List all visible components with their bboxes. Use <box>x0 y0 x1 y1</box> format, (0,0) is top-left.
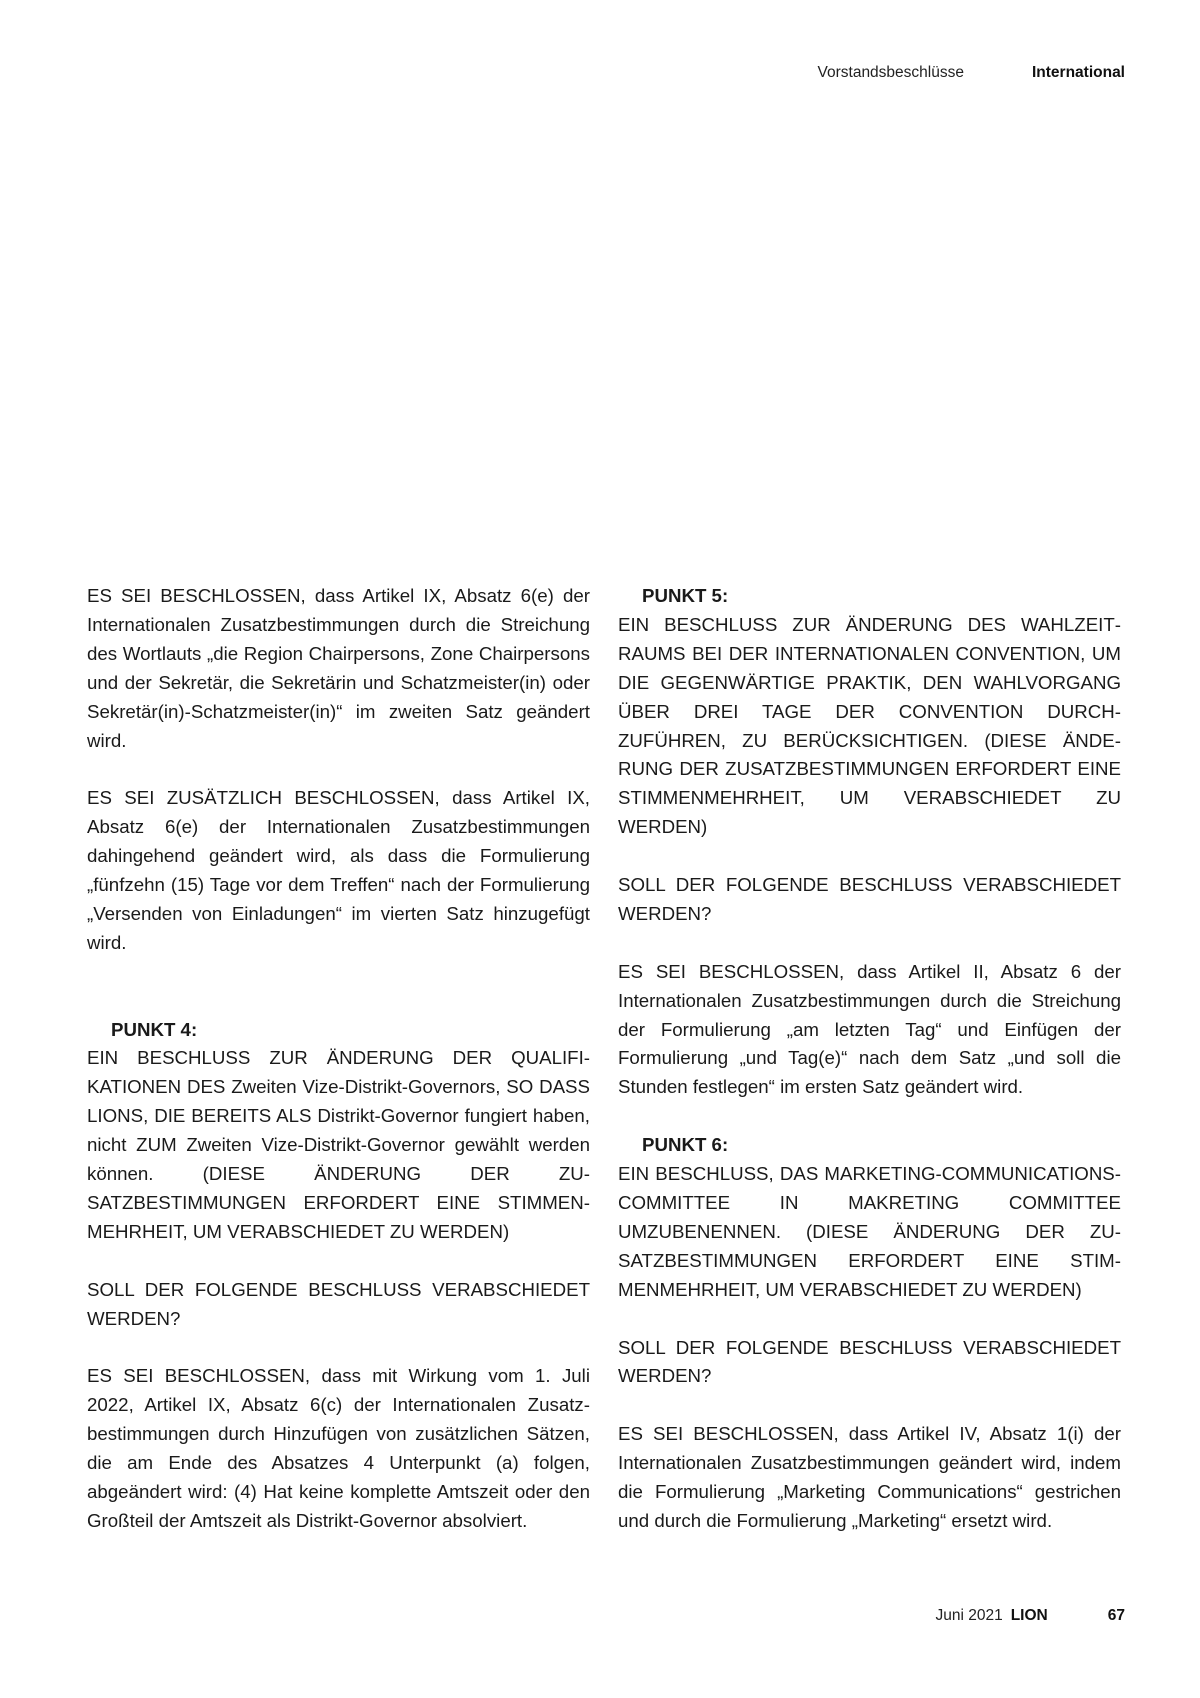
punkt-5-title: EIN BESCHLUSS ZUR ÄNDERUNG DES WAHLZEITRAUMS BEI DER INTERNATIONALEN CONVENTION, UM DIE GEGENWÄRTIGE PRAKTIK, DEN WAHLVORGANG ÜBER DREI TAGE DER CONVENTION DURCHZUFÜHREN, ZU BERÜCKSICHTIGEN. (DIESE ÄNDERUNG DER ZUSATZBESTIMMUNGEN ERFORDERT EINE STIMMENMEHRHEIT, UM VERABSCHIEDET ZU WERDEN) <box>618 613 1121 838</box>
magazine-name: LION <box>1010 1607 1048 1624</box>
punkt-6-question: SOLL DER FOLGENDE BESCHLUSS VERABSCHIEDET WERDEN? <box>618 1336 1121 1387</box>
punkt-5-question: SOLL DER FOLGENDE BESCHLUSS VERABSCHIEDET WERDEN? <box>618 874 1121 924</box>
spacer <box>87 987 590 1016</box>
right-column <box>618 582 1121 1565</box>
punkt-4-heading: PUNKT 4: <box>111 1018 198 1040</box>
resolution-paragraph: ES SEI BESCHLOSSEN, dass Artikel IX, Absatz 6(e) der Internationalen Zusatzbestimmungen durch die Streichung des Wortlauts „die Region Chairpersons, Zone Chairpersons und der Sekretär, die Sekretärin und Schatzmeister(in) oder Sekretär(in)-Schatzmeister(in)“ im zweiten Satz geändert wird. <box>87 585 590 751</box>
punkt-4-resolution: ES SEI BESCHLOSSEN, dass mit Wirkung vom 1. Juli 2022, Artikel IX, Absatz 6(c) der Internationalen Zusatzbestimmungen durch Hinzufügen von zusätzlichen Sätzen, die am Ende des Absatzes 4 Unterpunkt (a) folgen, abgeändert wird: (4) Hat keine komplette Amtszeit oder den Großteil der Amtszeit als Distrikt-Governor absolviert. <box>87 1365 590 1531</box>
running-head <box>818 64 1126 82</box>
left-column <box>87 582 590 1565</box>
punkt-6-resolution: ES SEI BESCHLOSSEN, dass Artikel IV, Absatz 1(i) der Internationalen Zusatzbestimmungen geändert wird, indem die Formulierung „Marketing Communications“ gestrichen und durch die Formulierung „Marketing“ ersetzt wird. <box>618 1423 1121 1531</box>
page-number: 67 <box>1107 1607 1125 1624</box>
category-label: International <box>1031 64 1125 81</box>
punkt-5-heading: PUNKT 5: <box>642 585 729 606</box>
issue-date: Juni 2021 <box>935 1607 1003 1624</box>
additional-resolution-paragraph: ES SEI ZUSÄTZLICH BESCHLOSSEN, dass Artikel IX, Absatz 6(e) der Internationalen Zusatzbestimmungen dahingehend geändert wird, als dass die Formulierung „fünfzehn (15) Tage vor dem Treffen“ nach der Formulierung „Versenden von Einladungen“ im vierten Satz hinzugefügt wird. <box>87 787 590 953</box>
section-label: Vorstandsbeschlüsse <box>817 64 964 81</box>
punkt-4-question: SOLL DER FOLGENDE BESCHLUSS VERABSCHIEDET WERDEN? <box>87 1278 590 1329</box>
punkt-5-resolution: ES SEI BESCHLOSSEN, dass Artikel II, Absatz 6 der Internationalen Zusatzbestimmungen durch die Streichung der Formulierung „am letzten Tag“ und Einfügen der Formulierung „und Tag(e)“ nach dem Satz „und soll die Stunden festlegen“ im ersten Satz geändert wird. <box>618 960 1121 1098</box>
punkt-4-title: EIN BESCHLUSS ZUR ÄNDERUNG DER QUALIFIKATIONEN DES Zweiten Vize-Distrikt-Governors, SO DASS LIONS, DIE BEREITS ALS Distrikt-Governor fungiert haben, nicht ZUM Zweiten Vize-Distrikt-Governor gewählt werden können. (DIESE ÄNDERUNG DER ZUSATZBESTIMMUNGEN ERFORDERT EINE STIMMENMEHRHEIT, UM VERABSCHIEDET ZU WERDEN) <box>87 1047 590 1242</box>
punkt-6-heading: PUNKT 6: <box>642 1134 729 1156</box>
page-footer <box>935 1607 1125 1625</box>
punkt-6-title: EIN BESCHLUSS, DAS MARKETING-COMMUNICATIONS-COMMITTEE IN MAKRETING COMMITTEE UMZUBENENNEN. (DIESE ÄNDERUNG DER ZUSATZBESTIMMUNGEN ERFORDERT EINE STIMMENMEHRHEIT, UM VERABSCHIEDET ZU WERDEN) <box>618 1163 1121 1300</box>
